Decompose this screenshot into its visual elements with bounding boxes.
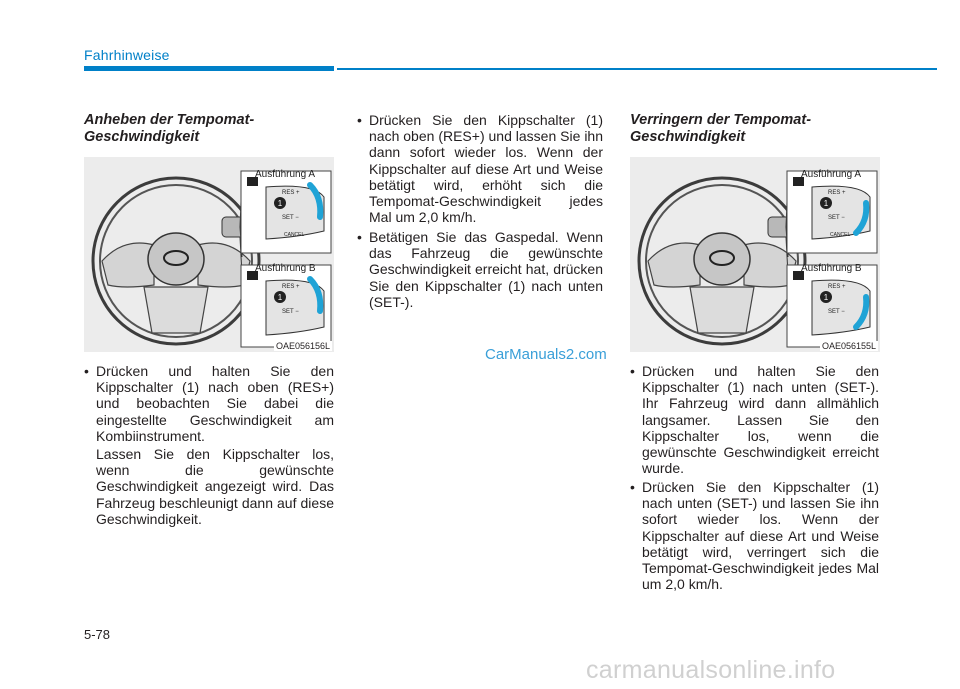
marker-1-a: 1 bbox=[277, 199, 283, 208]
set-label-b: SET − bbox=[282, 309, 299, 315]
heading-decrease-speed: Verringern der Tempomat-Geschwindigkeit bbox=[630, 112, 812, 145]
steering-wheel-illustration bbox=[84, 157, 334, 352]
variant-a-label: Ausführung A bbox=[255, 169, 316, 180]
header-bar-thin bbox=[337, 68, 937, 70]
marker-1-a: 1 bbox=[823, 199, 829, 208]
figure-increase-speed bbox=[84, 157, 334, 352]
bullet-hold-set: • Drücken und halten Sie den Kippschalter (1) nach unten (SET-). Ihr Fahrzeug wird dann allmählich langsamer. Lassen Sie den Kippschalter los, wenn die gewünschte Geschwindigkeit erreicht wurde. bbox=[642, 363, 879, 476]
watermark-link[interactable]: CarManuals2.com bbox=[485, 346, 607, 363]
set-label-a: SET − bbox=[282, 215, 299, 221]
res-label-a: RES + bbox=[282, 190, 300, 196]
set-label-b: SET − bbox=[828, 309, 845, 315]
cancel-label-a: CANCEL bbox=[284, 232, 305, 238]
bullet-hold-res: • Drücken und halten Sie den Kippschalter (1) nach oben (RES+) und beobachten Sie dabei die eingestellte Geschwindigkeit am Kombiinstrument. bbox=[96, 363, 334, 444]
variant-b-label: Ausführung B bbox=[255, 263, 316, 274]
steering-wheel-illustration bbox=[630, 157, 880, 352]
figure-code: OAE056156L bbox=[275, 341, 330, 351]
variant-a-label: Ausführung A bbox=[801, 169, 862, 180]
figure-code: OAE056155L bbox=[821, 341, 876, 351]
variant-b-label: Ausführung B bbox=[801, 263, 862, 274]
header-bar-thick bbox=[84, 66, 334, 71]
marker-1-b: 1 bbox=[277, 293, 283, 302]
section-title: Fahrhinweise bbox=[84, 47, 170, 63]
cancel-label-a: CANCEL bbox=[830, 232, 851, 238]
res-label-b: RES + bbox=[282, 284, 300, 290]
bullet-hold-res-continued: Lassen Sie den Kippschalter los, wenn die gewünschte Geschwindigkeit angezeigt wird. Das Fahrzeug beschleunigt dann auf diese Geschwindigkeit. bbox=[96, 446, 334, 527]
bullet-tap-set: • Drücken Sie den Kippschalter (1) nach unten (SET-) und lassen Sie ihn sofort wieder los. Wenn der Kippschalter auf diese Art und Weise betätigt wird, verringert sich die Tempomat-Geschwindigkeit jedes Mal um 2,0 km/h. bbox=[642, 479, 879, 592]
heading-increase-speed: Anheben der Tempomat-Geschwindigkeit bbox=[84, 112, 255, 145]
footer-watermark: carmanualsonline.info bbox=[586, 656, 836, 684]
marker-1-b: 1 bbox=[823, 293, 829, 302]
figure-decrease-speed bbox=[630, 157, 880, 352]
res-label-a: RES + bbox=[828, 190, 846, 196]
page-number: 5-78 bbox=[84, 627, 111, 642]
res-label-b: RES + bbox=[828, 284, 846, 290]
bullet-accelerator: • Betätigen Sie das Gaspedal. Wenn das Fahrzeug die gewünschte Geschwindigkeit erreicht hat, drücken Sie den Kippschalter (1) nach unten (SET-). bbox=[369, 229, 603, 310]
bullet-tap-res: • Drücken Sie den Kippschalter (1) nach oben (RES+) und lassen Sie ihn dann sofort wieder los. Wenn der Kippschalter auf diese Art und Weise betätigt wird, erhöht sich die Tempomat-Geschwindigkeit jedes Mal um 2,0 km/h. bbox=[369, 112, 603, 225]
set-label-a: SET − bbox=[828, 215, 845, 221]
